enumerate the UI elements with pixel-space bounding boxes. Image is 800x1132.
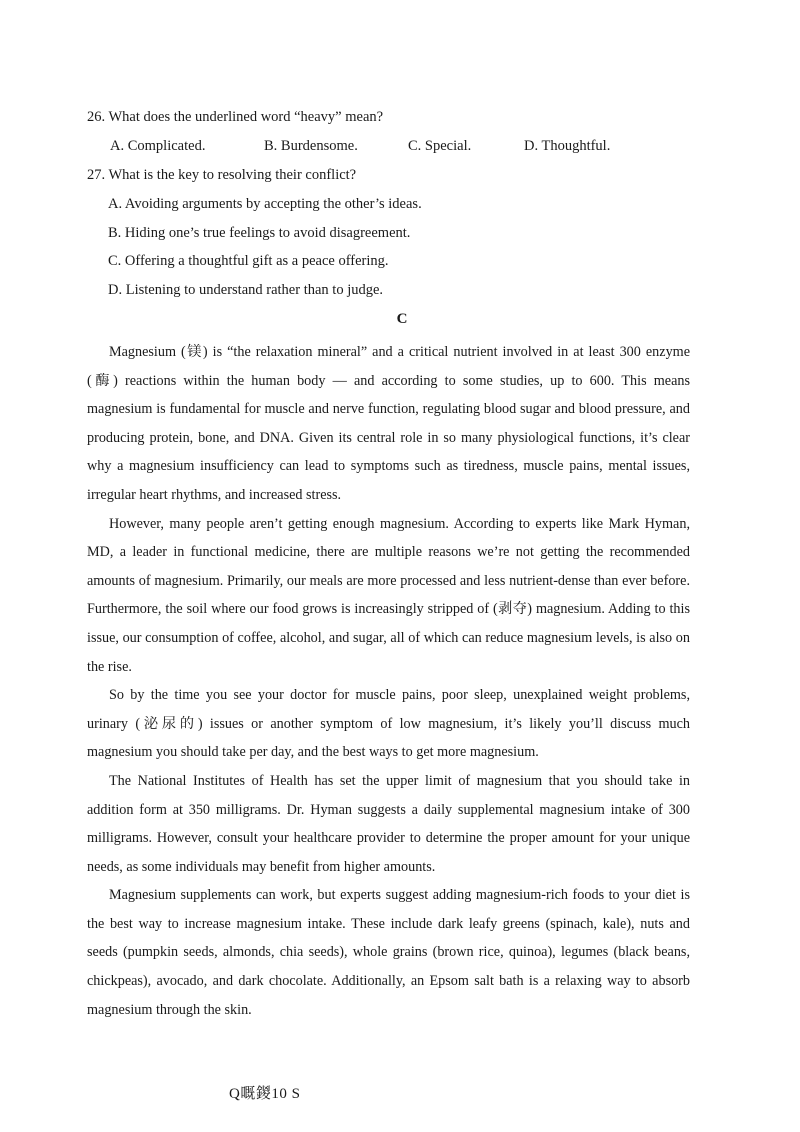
passage-paragraph-4: The National Institutes of Health has set the upper limit of magnesium that you should take in addition form at 350 milligrams. Dr. Hyman suggests a daily supplemental magnesium intake of 300 milligrams. However, consult your healthcare provider to determine the proper amount for your unique needs, as some individuals may benefit from higher amounts. [87,772,690,875]
question-27-stem: 27. What is the key to resolving their conflict? [87,167,357,183]
question-27-option-a: A. Avoiding arguments by accepting the other’s ideas. [108,196,422,212]
passage-paragraph-5: Magnesium supplements can work, but experts suggest adding magnesium-rich foods to your diet is the best way to increase magnesium intake. These include dark leafy greens (spinach, kale), nuts and seeds (pumpkin seeds, almonds, chia seeds), whole grains (brown rice, quinoa), legumes (black beans, chickpeas), avocado, and dark chocolate. Additionally, an Epsom salt bath is a relaxing way to absorb magnesium through the skin. [87,887,690,1018]
question-26-option-b: B. Burdensome. [264,138,358,154]
passage-paragraph-3: So by the time you see your doctor for muscle pains, poor sleep, unexplained weight problems, urinary (泌尿的) issues or another symptom of low magnesium, it’s likely you’ll discuss much magnesium you should take per day, and the best ways to get more magnesium. [87,687,690,761]
question-26-stem: 26. What does the underlined word “heavy” mean? [87,109,384,125]
reading-passage [87,338,690,1024]
question-26-option-d: D. Thoughtful. [524,138,611,154]
page-footer: Q嘅鍐10 S [229,1086,301,1102]
question-27-option-d: D. Listening to understand rather than to judge. [108,282,384,298]
question-27-option-c: C. Offering a thoughtful gift as a peace offering. [108,253,389,269]
passage-paragraph-1: Magnesium (镁) is “the relaxation mineral” and a critical nutrient involved in at least 300 enzyme (酶) reactions within the human body — and according to some studies, up to 600. This means magnesium is fundamental for muscle and nerve function, regulating blood sugar and blood pressure, and producing protein, bone, and DNA. Given its central role in so many physiological functions, it’s clear why a magnesium insufficiency can lead to symptoms such as tiredness, muscle pains, mental issues, irregular heart rhythms, and increased stress. [87,344,690,503]
passage-paragraph-2: However, many people aren’t getting enough magnesium. According to experts like Mark Hyman, MD, a leader in functional medicine, there are multiple reasons we’re not getting the recommended amounts of magnesium. Primarily, our meals are more processed and less nutrient-dense than ever before. Furthermore, the soil where our food grows is increasingly stripped of (剥夺) magnesium. Adding to this issue, our consumption of coffee, alcohol, and sugar, all of which can reduce magnesium levels, is also on the rise. [87,515,690,675]
section-heading: C [396,311,408,327]
question-27-option-b: B. Hiding one’s true feelings to avoid disagreement. [108,225,411,241]
question-26-option-c: C. Special. [408,138,472,154]
question-26-option-a: A. Complicated. [110,138,206,154]
